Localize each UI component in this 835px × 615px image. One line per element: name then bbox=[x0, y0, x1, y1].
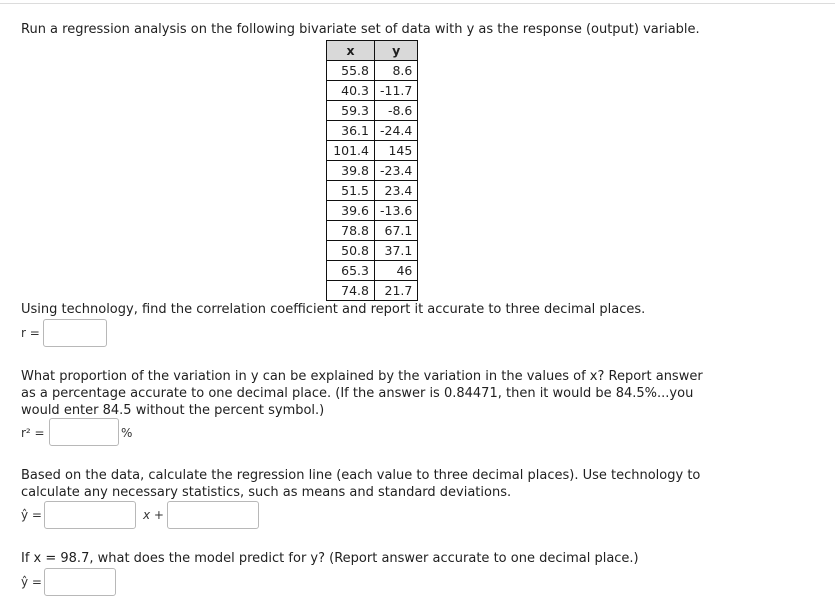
cell-x: 40.3 bbox=[327, 81, 375, 101]
x-plus-label: x + bbox=[143, 508, 164, 522]
cell-x: 55.8 bbox=[327, 61, 375, 81]
r-label: r = bbox=[21, 326, 40, 340]
cell-y: 37.1 bbox=[375, 241, 418, 261]
table-row bbox=[327, 261, 418, 281]
cell-x: 101.4 bbox=[327, 141, 375, 161]
y-hat-label: ŷ = bbox=[21, 508, 42, 522]
table-row bbox=[327, 241, 418, 261]
r-input[interactable] bbox=[43, 319, 107, 347]
table-row bbox=[327, 201, 418, 221]
cell-x: 39.6 bbox=[327, 201, 375, 221]
r-squared-input[interactable] bbox=[49, 418, 119, 446]
table-row bbox=[327, 101, 418, 121]
cell-y: -11.7 bbox=[375, 81, 418, 101]
table-header-row bbox=[327, 41, 418, 61]
cell-x: 78.8 bbox=[327, 221, 375, 241]
r-squared-label: r² = bbox=[21, 426, 45, 440]
cell-y: 46 bbox=[375, 261, 418, 281]
top-divider bbox=[0, 3, 835, 4]
cell-x: 50.8 bbox=[327, 241, 375, 261]
cell-y: 23.4 bbox=[375, 181, 418, 201]
data-table bbox=[326, 40, 418, 301]
question-correlation: Using technology, find the correlation coefficient and report it accurate to three decimal places. bbox=[21, 302, 646, 317]
table-row bbox=[327, 81, 418, 101]
cell-x: 36.1 bbox=[327, 121, 375, 141]
cell-y: -13.6 bbox=[375, 201, 418, 221]
problem-intro: Run a regression analysis on the following bivariate set of data with y as the response (output) variable. bbox=[21, 22, 700, 37]
table-row bbox=[327, 221, 418, 241]
table-row bbox=[327, 281, 418, 301]
table-row bbox=[327, 121, 418, 141]
prediction-label: ŷ = bbox=[21, 575, 42, 589]
cell-x: 65.3 bbox=[327, 261, 375, 281]
cell-y: 67.1 bbox=[375, 221, 418, 241]
slope-input[interactable] bbox=[44, 501, 136, 529]
cell-y: -24.4 bbox=[375, 121, 418, 141]
cell-y: 8.6 bbox=[375, 61, 418, 81]
table-row bbox=[327, 161, 418, 181]
cell-x: 51.5 bbox=[327, 181, 375, 201]
question-proportion: What proportion of the variation in y can be explained by the variation in the values of x? Report answer as a percentage accurate to one decimal place. (If the answer is 0.84471, then it would be 84.5%...you would enter 84.5 without the percent symbol.) bbox=[21, 369, 703, 418]
header-y: y bbox=[375, 41, 418, 61]
prediction-input[interactable] bbox=[44, 568, 116, 596]
table-row bbox=[327, 141, 418, 161]
table-row bbox=[327, 181, 418, 201]
table-row bbox=[327, 61, 418, 81]
cell-y: -8.6 bbox=[375, 101, 418, 121]
question-regression-line: Based on the data, calculate the regression line (each value to three decimal places). Use technology to calculate any necessary statistics, such as means and standard deviations. bbox=[21, 468, 701, 500]
percent-symbol: % bbox=[121, 426, 133, 440]
cell-y: -23.4 bbox=[375, 161, 418, 181]
intercept-input[interactable] bbox=[167, 501, 259, 529]
cell-y: 21.7 bbox=[375, 281, 418, 301]
cell-x: 39.8 bbox=[327, 161, 375, 181]
cell-x: 59.3 bbox=[327, 101, 375, 121]
cell-x: 74.8 bbox=[327, 281, 375, 301]
question-prediction: If x = 98.7, what does the model predict for y? (Report answer accurate to one decimal place.) bbox=[21, 551, 639, 566]
cell-y: 145 bbox=[375, 141, 418, 161]
header-x: x bbox=[327, 41, 375, 61]
